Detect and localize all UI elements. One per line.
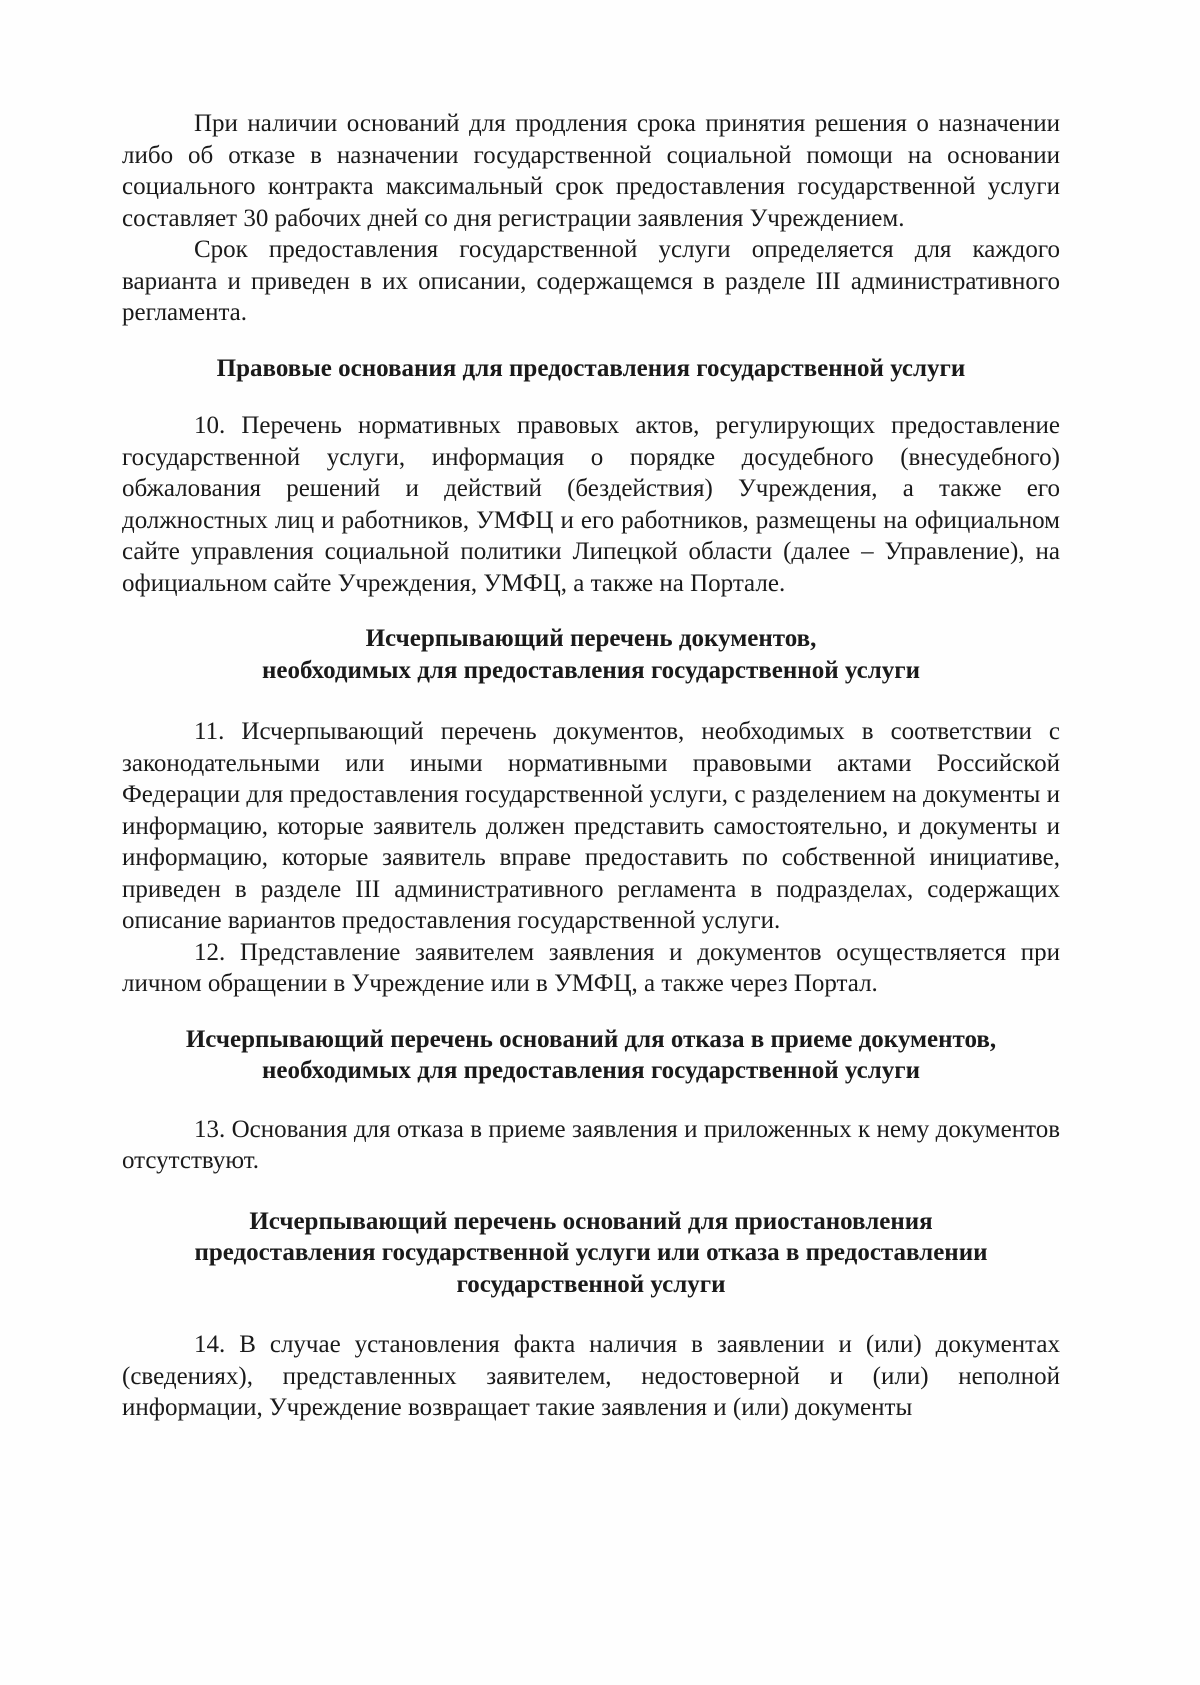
paragraph-12: 12. Представление заявителем заявления и документов осуществляется при личном обращении в Учреждение или в УМФЦ, а также через Портал. xyxy=(122,938,1060,997)
heading-legal-grounds: Правовые основания для предоставления государственной услуги xyxy=(216,354,966,382)
paragraph-service-term: Срок предоставления государственной услуги определяется для каждого варианта и приведен в их описании, содержащемся в разделе III административного регламента. xyxy=(122,236,1060,326)
paragraph-10: 10. Перечень нормативных правовых актов, регулирующих предоставление государственной услуги, информация о порядке досудебного (внесудебного) обжалования решений и действий (бездействия) Учреждения, а также его должностных лиц и работников, УМФЦ и его работников, размещены на официальном сайте управления социальной политики Липецкой области (далее – Управление), на официальном сайте Учреждения, УМФЦ, а также на Портале. xyxy=(122,412,1060,597)
paragraph-13: 13. Основания для отказа в приеме заявления и приложенных к нему документов отсутствуют. xyxy=(122,1115,1060,1174)
paragraph-11: 11. Исчерпывающий перечень документов, необходимых в соответствии с законодательными или иными нормативными правовыми актами Российской Федерации для предоставления государственной услуги, с разделением на документы и информацию, которые заявитель должен представить самостоятельно, и документы и информацию, которые заявитель вправе предоставить по собственной инициативе, приведен в разделе III административного регламента в подразделах, содержащих описание вариантов предоставления государственной услуги. xyxy=(122,718,1060,934)
document-body xyxy=(122,108,1060,1424)
heading-suspension-grounds: Исчерпывающий перечень оснований для приостановления предоставления государственной услуги или отказа в предоставлении государственной услуги xyxy=(194,1207,988,1298)
heading-refusal-acceptance: Исчерпывающий перечень оснований для отказа в приеме документов, необходимых для предоставления государственной услуги xyxy=(185,1025,997,1084)
paragraph-extension-term: При наличии оснований для продления срока принятия решения о назначении либо об отказе в назначении государственной социальной помощи на основании социального контракта максимальный срок предоставления государственной услуги составляет 30 рабочих дней со дня регистрации заявления Учреждением. xyxy=(122,110,1060,232)
paragraph-14: 14. В случае установления факта наличия в заявлении и (или) документах (сведениях), представленных заявителем, недостоверной и (или) неполной информации, Учреждение возвращает такие заявления и (или) документы xyxy=(122,1331,1060,1421)
heading-documents-list: Исчерпывающий перечень документов, необходимых для предоставления государственной услуги xyxy=(262,625,920,684)
